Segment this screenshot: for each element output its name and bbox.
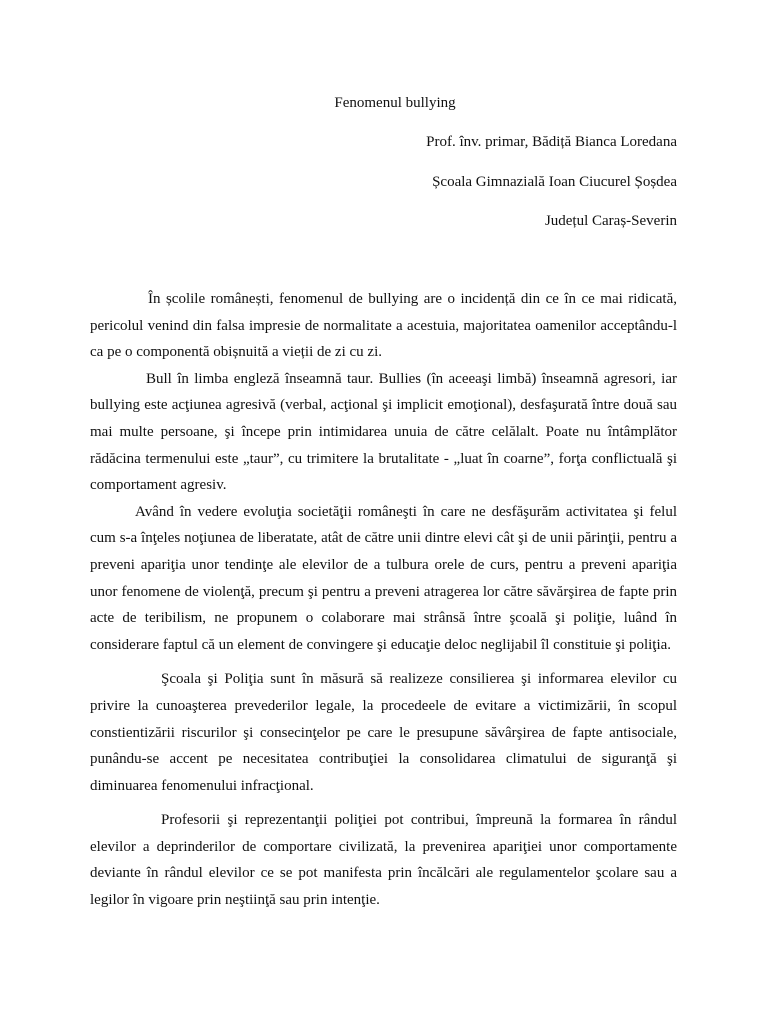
author-line: Prof. înv. primar, Bădiță Bianca Loredana (426, 134, 677, 150)
document-body (90, 286, 677, 914)
school-line: Școala Gimnazială Ioan Ciucurel Șoșdea (432, 174, 677, 190)
document-title: Fenomenul bullying (334, 95, 456, 111)
paragraph: Şcoala şi Poliţia sunt în măsură să realizeze consilierea şi informarea elevilor cu privire la cunoaşterea prevederilor legale, la procedeele de evitare a victimizării, în scopul constientizării riscurilor şi consecinţelor pe care le presupune săvârşirea de fapte antisociale, punându-se accent pe necesitatea contribuţiei la consolidarea climatului de siguranţă şi diminuarea fenomenului infracţional. (90, 671, 677, 794)
paragraph: Profesorii şi reprezentanţii poliţiei pot contribui, împreună la formarea în rândul elevilor a deprinderilor de comportare civilizată, la prevenirea apariţiei unor comportamente deviante în rândul elevilor ce se pot manifesta prin încălcări ale regulamentelor şcolare sau a legilor în vigoare prin neştiinţă sau prin intenţie. (90, 812, 677, 909)
county-line: Județul Caraș-Severin (544, 213, 677, 229)
paragraph: În școlile românești, fenomenul de bullying are o incidență din ce în ce mai ridicată, pericolul venind din falsa impresie de normalitate a acestuia, majoritatea oamenilor acceptându-l ca pe o componentă obișnuită a vieții de zi cu zi. (90, 291, 677, 361)
paragraph: Bull în limba engleză înseamnă taur. Bullies (în aceeaşi limbă) înseamnă agresori, iar bullying este acţiunea agresivă (verbal, acţional şi implicit emoţional), desfaşurată între două sau mai multe persoane, şi începe prin intimidarea unuia de către celălalt. Poate nu întâmplător rădăcina termenului este „taur”, cu trimitere la brutalitate - „luat în coarne”, forţa conflictuală şi comportament agresiv. (90, 370, 677, 494)
paragraph: Având în vedere evoluţia societăţii româneşti în care ne desfăşurăm activitatea şi felul cum s-a înţeles noţiunea de liberatate, atât de către unii dintre elevi cât şi de unii părinţii, pentru a preveni apariţia unor tendinţe ale elevilor de a tulbura orele de curs, pentru a preveni apariţia unor fenomene de violenţă, precum şi pentru a preveni atragerea lor către săvărşirea de fapte prin acte de teribilism, ne propunem o colaborare mai strânsă între şcoală şi poliţie, luând în considerare faptul că un element de convingere şi educaţie deloc neglijabil îl constituie şi poliţia. (90, 503, 677, 653)
